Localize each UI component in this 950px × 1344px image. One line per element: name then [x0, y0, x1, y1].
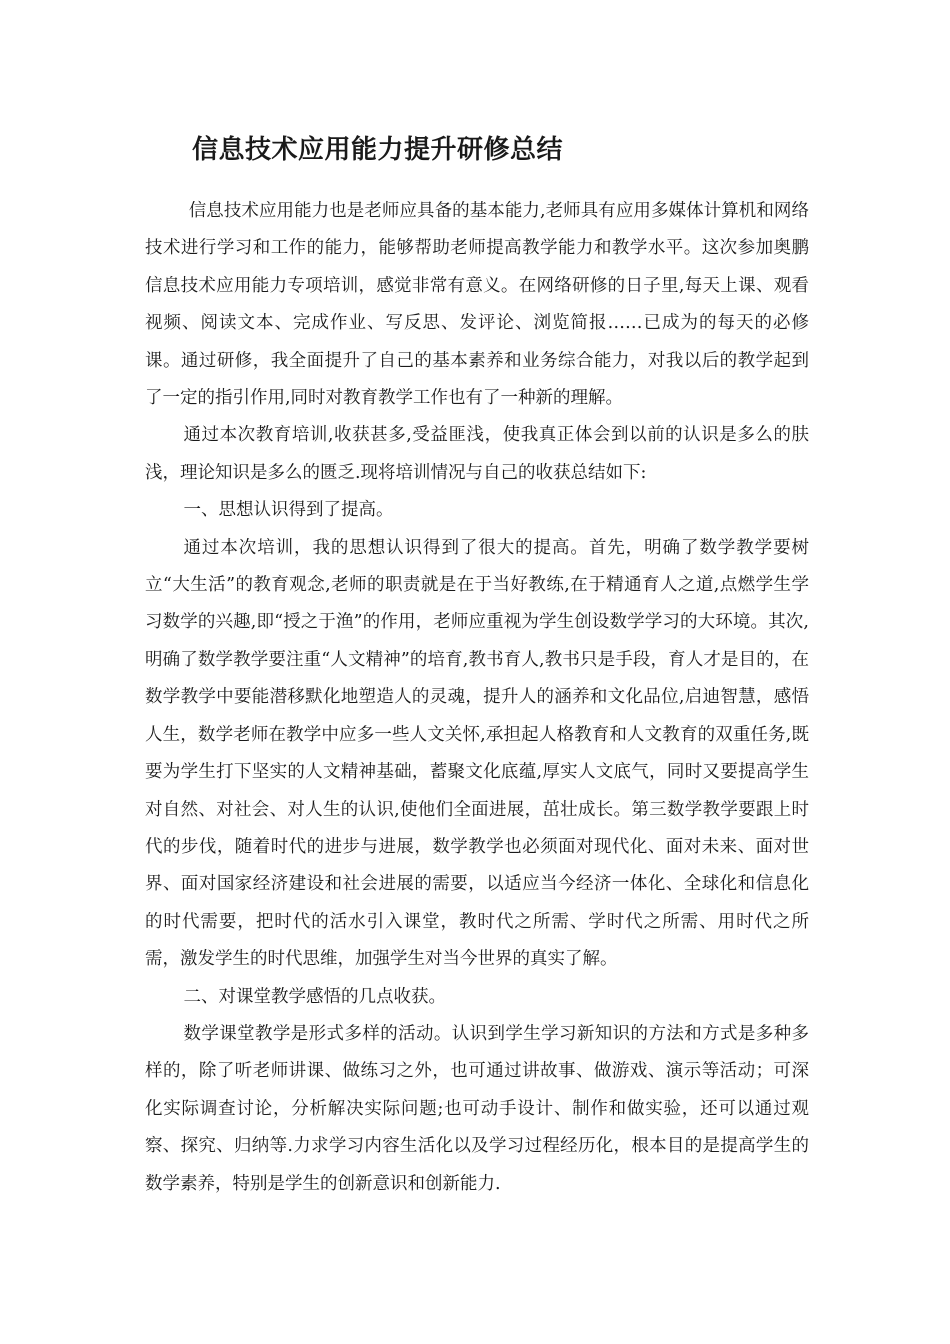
paragraph-section-2: 数学课堂教学是形式多样的活动。认识到学生学习新知识的方法和方式是多种多样的，除了听老师讲课、做练习之外，也可通过讲故事、做游戏、演示等活动；可深化实际调查讨论，分析解决实际问题;也可动手设计、制作和做实验，还可以通过观察、探究、归纳等.力求学习内容生活化以及学习过程经历化，根本目的是提高学生的数学素养，特别是学生的创新意识和创新能力.	[145, 1023, 809, 1194]
paragraph-section-1: 通过本次培训，我的思想认识得到了很大的提高。首先，明确了数学教学要树立“大生活”的教育观念,老师的职责就是在于当好教练,在于精通育人之道,点燃学生学习数学的兴趣,即“授之于渔”的作用，老师应重视为学生创设数学学习的大环境。其次,明确了数学教学要注重“人文精神”的培育,教书育人,教书只是手段，育人才是目的，在数学教学中要能潜移默化地塑造人的灵魂，提升人的涵养和文化品位,启迪智慧，感悟人生，数学老师在教学中应多一些人文关怀,承担起人格教育和人文教育的双重任务,既要为学生打下坚实的人文精神基础，蓄聚文化底蕴,厚实人文底气，同时又要提高学生对自然、对社会、对人生的认识,使他们全面进展，茁壮成长。第三数学教学要跟上时代的步伐，随着时代的进步与进展，数学教学也必须面对现代化、面对未来、面对世界、面对国家经济建设和社会进展的需要，以适应当今经济一体化、全球化和信息化的时代需要，把时代的活水引入课堂，教时代之所需、学时代之所需、用时代之所需，激发学生的时代思维，加强学生对当今世界的真实了解。	[145, 537, 809, 970]
document-title: 信息技术应用能力提升研修总结	[192, 135, 564, 165]
paragraph-summary-lead: 通过本次教育培训,收获甚多,受益匪浅，使我真正体会到以前的认识是多么的肤浅，理论知识是多么的匮乏.现将培训情况与自己的收获总结如下:	[145, 425, 809, 483]
section-heading-1: 一、思想认识得到了提高。	[183, 500, 394, 521]
document-body	[145, 193, 809, 1203]
section-heading-2: 二、对课堂教学感悟的几点收获。	[183, 986, 446, 1007]
paragraph-intro: 信息技术应用能力也是老师应具备的基本能力,老师具有应用多媒体计算机和网络技术进行学习和工作的能力，能够帮助老师提高教学能力和教学水平。这次参加奥鹏信息技术应用能力专项培训，感觉非常有意义。在网络研修的日子里,每天上课、观看视频、阅读文本、完成作业、写反思、发评论、浏览简报……已成为的每天的必修课。通过研修，我全面提升了自己的基本素养和业务综合能力，对我以后的教学起到了一定的指引作用,同时对教育教学工作也有了一种新的理解。	[145, 201, 809, 409]
